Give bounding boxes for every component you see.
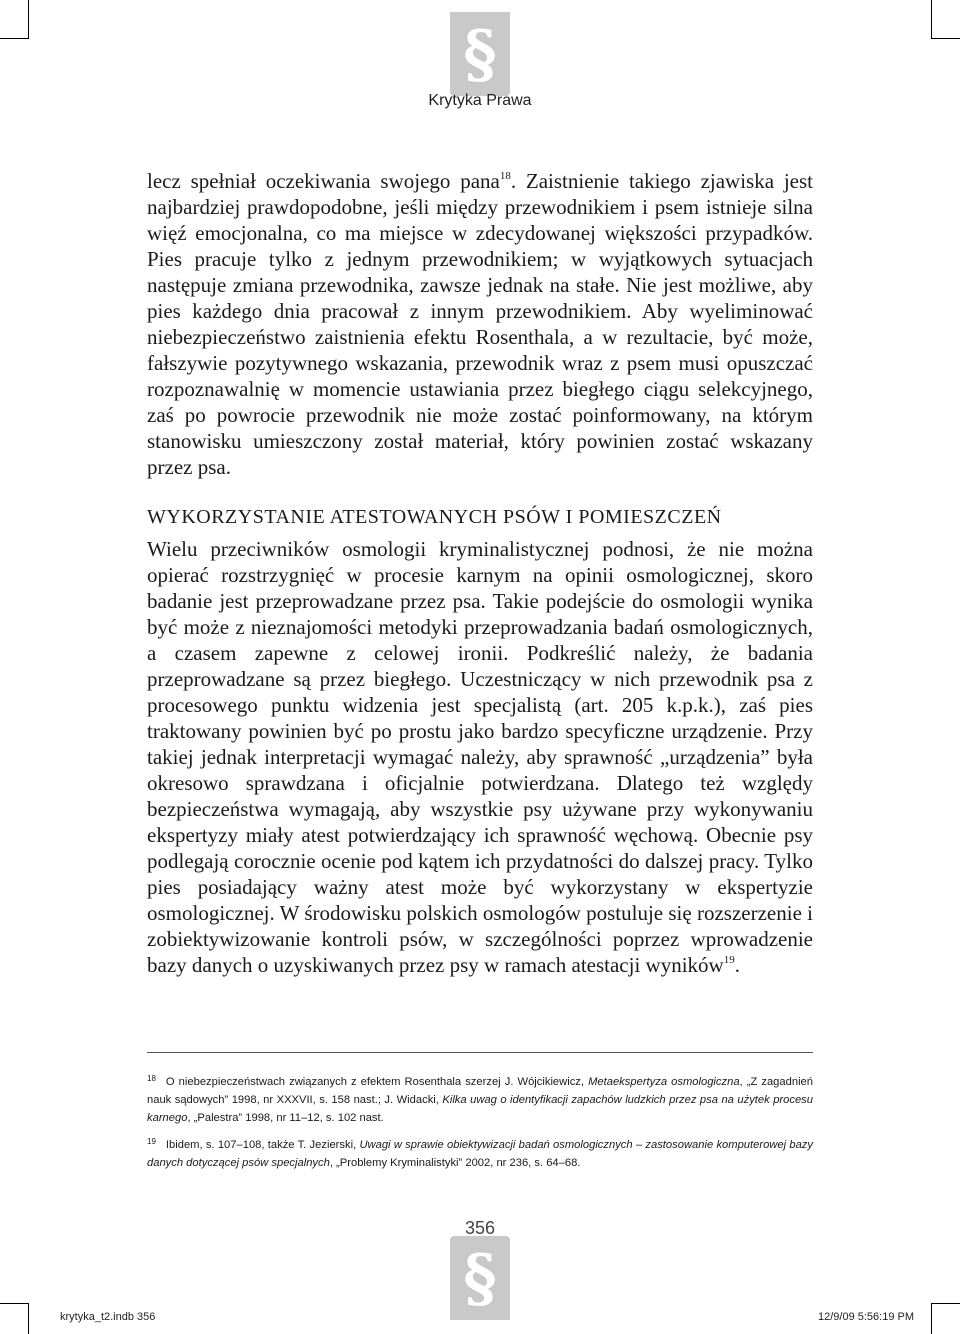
footnote-text: , „Palestra” 1998, nr 11–12, s. 102 nast.: [187, 1112, 384, 1124]
paragraph-2: [147, 536, 813, 978]
footnote-title: Kilka uwag o identyfikacji zapachów ludzkich przez psa na użytek procesu karnego: [147, 1094, 813, 1124]
footnote-title: Uwagi w sprawie obiektywizacji badań osmologicznych – zastosowanie komputerowej bazy danych dotyczącej psów specjalnych: [147, 1139, 813, 1169]
section-heading: WYKORZYSTANIE ATESTOWANYCH PSÓW I POMIESZCZEŃ: [147, 506, 722, 528]
footnote-divider: [147, 1052, 813, 1053]
print-slug-timestamp: 12/9/09 5:56:19 PM: [817, 1311, 914, 1323]
footnote-text: , „Z zagadnień nauk sądowych” 1998, nr XXXVII, s. 158 nast.; J. Widacki,: [147, 1076, 813, 1106]
paragraph-1-text-b: . Zaistnienie takiego zjawiska jest najbardziej prawdopodobne, jeśli między przewodnikiem i psem istnieje silna więź emocjonalna, co ma miejsce w zdecydowanej większości przypadków. Pies pracuje tylko z jednym przewodnikiem; w wyjątkowych sytuacjach następuje zmiana przewodnika, zawsze jednak na stałe. Nie jest możliwe, aby pies każdego dnia pracował z innym przewodnikiem. Aby wyeliminować niebezpieczeństwo zaistnienia efektu Rosenthala, a w rezultacie, być może, fałszywie pozytywnego wskazania, przewodnik wraz z psem musi opuszczać rozpoznawalnię w momencie ustawiania przez biegłego ciągu selekcyjnego, zaś po powrocie przewodnik nie może zostać poinformowany, na którym stanowisku umieszczony został materiał, który powinien zostać wskazany przez psa.: [147, 169, 813, 479]
main-text: [147, 168, 813, 978]
footnote-number: 19: [147, 1137, 156, 1146]
footnote-19: [147, 1133, 813, 1172]
running-title: Krytyka Prawa: [428, 92, 532, 109]
footnote-text: Ibidem, s. 107–108, także T. Jezierski,: [165, 1139, 360, 1151]
crop-mark-top-left: [0, 0, 29, 39]
crop-mark-bottom-left: [0, 1303, 29, 1334]
footnote-text: , „Problemy Kryminalistyki” 2002, nr 236, s. 64–68.: [329, 1157, 581, 1169]
print-slug-file: krytyka_t2.indb 356: [60, 1311, 156, 1323]
section-sign-logo-bottom: §: [450, 1236, 510, 1320]
paragraph-2-text-a: Wielu przeciwników osmologii kryminalistycznej podnosi, że nie można opierać rozstrzygnięć w procesie karnym na opinii osmologicznej, skoro badanie jest przeprowadzane przez psa. Takie podejście do osmologii wynika być może z nieznajomości metodyki przeprowadzania badań osmologicznych, a czasem zapewne z celowej ironii. Podkreślić należy, że badania przeprowadzane są przez biegłego. Uczestniczący w nich przewodnik psa z procesowego punktu widzenia jest specjalistą (art. 205 k.p.k.), zaś pies traktowany powinien być po prostu jako bardzo specyficzne urządzenie. Przy takiej jednak interpretacji wymagać należy, aby sprawność „urządzenia” była okresowo sprawdzana i oficjalnie potwierdzana. Dlatego też względy bezpieczeństwa wymagają, aby wszystkie psy używane przy wykonywaniu ekspertyzy miały atest potwierdzający ich sprawność węchową. Obecnie psy podlegają corocznie ocenie pod kątem ich przydatności do dalszej pracy. Tylko pies posiadający ważny atest może być wykorzystany w ekspertyzie osmologicznej. W środowisku polskich osmologów postuluje się rozszerzenie i zobiektywizowanie kontroli psów, w szczególności poprzez wprowadzenie bazy danych o uzyskiwanych przez psy w ramach atestacji wyników: [147, 537, 813, 977]
crop-mark-bottom-right: [931, 1303, 960, 1334]
section-sign-logo-top: §: [450, 12, 510, 96]
footnote-text: O niebezpieczeństwach związanych z efektem Rosenthala szerzej J. Wójcikiewicz,: [165, 1076, 589, 1088]
footnote-ref-19[interactable]: 19: [723, 954, 735, 966]
footnote-ref-18[interactable]: 18: [499, 170, 511, 182]
footnote-18: [147, 1070, 813, 1127]
paragraph-2-text-b: .: [734, 953, 740, 977]
crop-mark-top-right: [931, 0, 960, 39]
paragraph-1-text-a: lecz spełniał oczekiwania swojego pana: [147, 169, 500, 193]
paragraph-1: [147, 168, 813, 480]
page-number: 356: [464, 1218, 496, 1238]
footnote-title: Metaekspertyza osmologiczna: [588, 1076, 740, 1088]
footnote-number: 18: [147, 1074, 156, 1083]
footnotes: [147, 1070, 813, 1178]
